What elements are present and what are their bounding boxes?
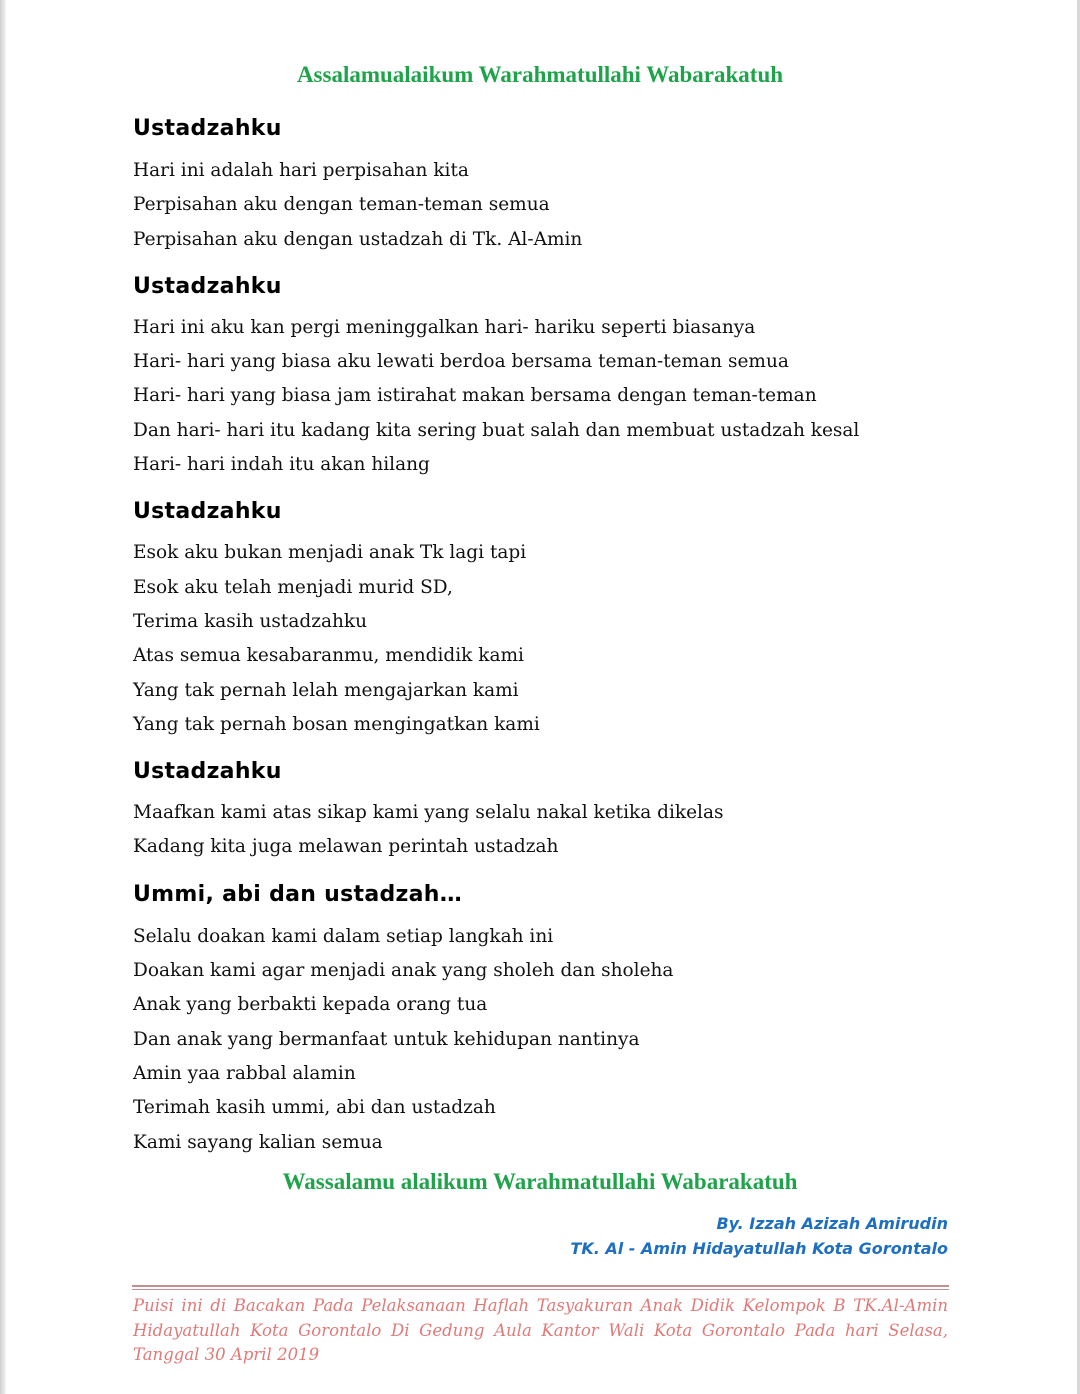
poem-line: Hari- hari indah itu akan hilang [133, 454, 430, 476]
stanza-3 [133, 495, 993, 742]
stanza-heading: Ustadzahku [133, 273, 282, 299]
poem-line: Perpisahan aku dengan teman-teman semua [133, 194, 550, 216]
poem-line: Yang tak pernah bosan mengingatkan kami [133, 713, 540, 735]
poem-line: Doakan kami agar menjadi anak yang sholeh dan sholeha [133, 960, 674, 982]
stanza-4 [133, 755, 993, 865]
opening-greeting: Assalamualaikum Warahmatullahi Wabarakatuh [296, 62, 784, 87]
poem-line: Hari- hari yang biasa jam istirahat makan bersama dengan teman-teman [133, 385, 817, 407]
stanza-lines [133, 536, 993, 742]
footer-divider [132, 1285, 949, 1287]
stanza-lines [133, 154, 993, 257]
stanza-heading: Ummi, abi dan ustadzah… [133, 881, 463, 907]
footnote: Puisi ini di Bacakan Pada Pelaksanaan Haflah Tasyakuran Anak Didik Kelompok B TK.Al-Amin Hidayatullah Kota Gorontalo Di Gedung Aula Kantor Wali Kota Gorontalo Pada hari Selasa, Tanggal 30 April 2019 [133, 1296, 948, 1364]
author-school: TK. Al - Amin Hidayatullah Kota Gorontalo [570, 1239, 948, 1258]
stanza-5 [133, 878, 993, 1160]
closing-greeting: Wassalamu alalikum Warahmatullahi Wabarakatuh [282, 1169, 798, 1194]
author-name: By. Izzah Azizah Amirudin [716, 1214, 948, 1233]
poem-line: Esok aku bukan menjadi anak Tk lagi tapi [133, 542, 527, 564]
stanza-lines [133, 311, 993, 482]
poem-line: Maafkan kami atas sikap kami yang selalu nakal ketika dikelas [133, 802, 724, 824]
poem-line: Terima kasih ustadzahku [133, 610, 368, 632]
stanza-2 [133, 270, 993, 482]
stanza-heading: Ustadzahku [133, 499, 282, 525]
stanza-heading: Ustadzahku [133, 116, 282, 141]
poem-line: Esok aku telah menjadi murid SD, [133, 576, 453, 598]
stanza-lines [133, 796, 993, 865]
poem-line: Hari- hari yang biasa aku lewati berdoa bersama teman-teman semua [133, 351, 789, 373]
poem-line: Yang tak pernah lelah mengajarkan kami [133, 679, 519, 701]
poem-line: Dan anak yang bermanfaat untuk kehidupan nantinya [133, 1028, 640, 1050]
poem-line: Perpisahan aku dengan ustadzah di Tk. Al-Amin [133, 228, 583, 250]
poem-line: Kadang kita juga melawan perintah ustadzah [133, 836, 559, 858]
stanza-heading: Ustadzahku [133, 759, 282, 785]
poem-line: Dan hari- hari itu kadang kita sering buat salah dan membuat ustadzah kesal [133, 419, 860, 441]
stanza-lines [133, 920, 993, 1160]
poem-line: Kami sayang kalian semua [133, 1131, 383, 1153]
poem-body [133, 112, 993, 1160]
poem-line: Amin yaa rabbal alamin [133, 1062, 356, 1084]
poem-line: Selalu doakan kami dalam setiap langkah ini [133, 925, 554, 947]
stanza-1 [133, 112, 993, 257]
poem-line: Anak yang berbakti kepada orang tua [133, 994, 488, 1016]
footer-divider-thin [132, 1289, 949, 1290]
poem-line: Atas semua kesabaranmu, mendidik kami [133, 645, 524, 667]
poem-line: Terimah kasih ummi, abi dan ustadzah [133, 1097, 496, 1119]
poem-line: Hari ini aku kan pergi meninggalkan hari- hariku seperti biasanya [133, 316, 756, 338]
poem-line: Hari ini adalah hari perpisahan kita [133, 160, 469, 181]
